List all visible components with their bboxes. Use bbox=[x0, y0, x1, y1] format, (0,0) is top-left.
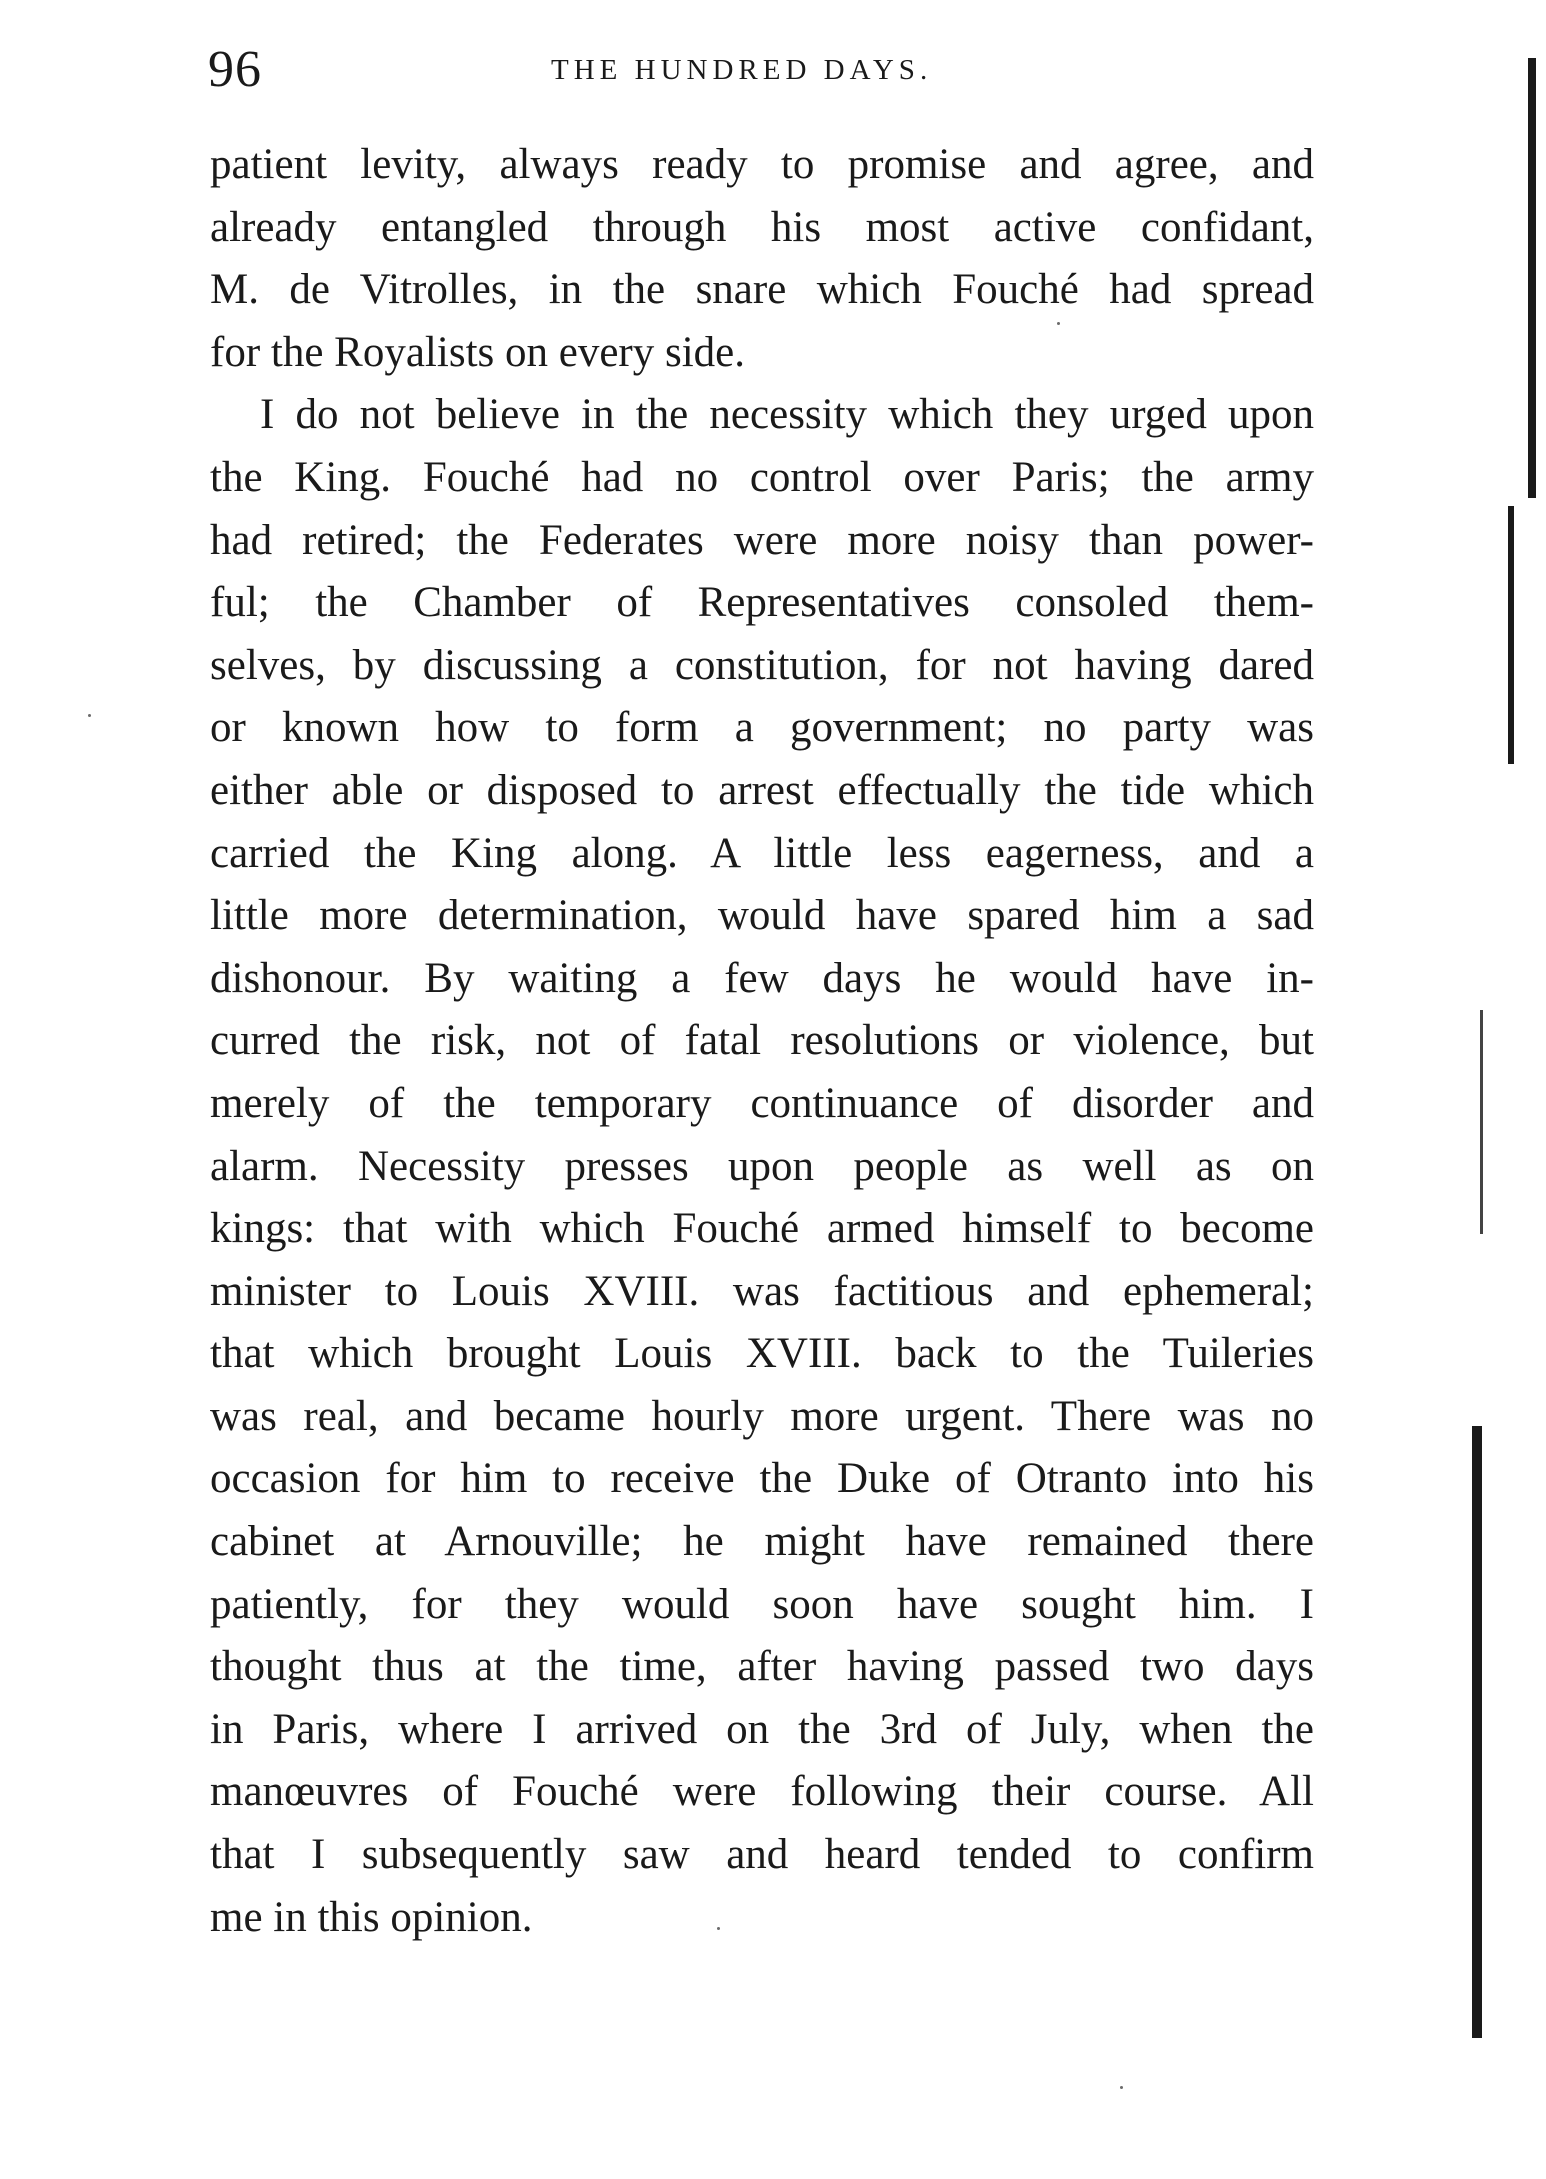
text-line: thought thus at the time, after having passed two days bbox=[210, 1643, 1314, 1691]
text-line: cabinet at Arnouville; he might have remained there bbox=[210, 1518, 1314, 1566]
text-line: occasion for him to receive the Duke of Otranto into his bbox=[210, 1455, 1314, 1503]
paragraph-2 bbox=[210, 384, 1314, 1949]
scan-edge-mark bbox=[1528, 58, 1536, 498]
scan-speck bbox=[1120, 2086, 1123, 2089]
text-line: carried the King along. A little less eagerness, and a bbox=[210, 829, 1314, 877]
running-title: THE HUNDRED DAYS. bbox=[551, 54, 933, 86]
paragraph-1 bbox=[210, 134, 1314, 384]
text-line: had retired; the Federates were more noisy than power- bbox=[210, 516, 1314, 564]
text-line: manœuvres of Fouché were following their course. All bbox=[210, 1768, 1314, 1816]
text-line: M. de Vitrolles, in the snare which Fouché had spread bbox=[210, 266, 1314, 314]
text-line: the King. Fouché had no control over Paris; the army bbox=[210, 453, 1314, 501]
text-line: either able or disposed to arrest effectually the tide which bbox=[210, 766, 1314, 814]
text-line: in Paris, where I arrived on the 3rd of July, when the bbox=[210, 1705, 1314, 1753]
running-head bbox=[208, 40, 1314, 100]
text-line: me in this opinion. bbox=[210, 1893, 533, 1941]
scan-speck bbox=[88, 714, 91, 717]
text-line: ful; the Chamber of Representatives consoled them- bbox=[210, 579, 1314, 627]
text-line: alarm. Necessity presses upon people as well as on bbox=[210, 1142, 1314, 1190]
text-line: minister to Louis XVIII. was factitious and ephemeral; bbox=[210, 1267, 1314, 1315]
scan-speck bbox=[717, 1927, 720, 1930]
text-line: that which brought Louis XVIII. back to the Tuileries bbox=[210, 1330, 1314, 1378]
text-line: merely of the temporary continuance of disorder and bbox=[210, 1079, 1314, 1127]
text-line: selves, by discussing a constitution, for not having dared bbox=[210, 641, 1314, 689]
scan-edge-mark bbox=[1472, 1426, 1482, 2038]
text-line: was real, and became hourly more urgent. There was no bbox=[210, 1392, 1314, 1440]
scan-edge-mark bbox=[1508, 506, 1514, 764]
text-line: I do not believe in the necessity which they urged upon bbox=[260, 391, 1314, 439]
text-line: patient levity, always ready to promise and agree, and bbox=[210, 141, 1314, 188]
text-line: dishonour. By waiting a few days he would have in- bbox=[210, 954, 1314, 1002]
text-line: already entangled through his most active confidant, bbox=[210, 203, 1314, 251]
text-line: or known how to form a government; no party was bbox=[210, 704, 1314, 752]
page-number: 96 bbox=[208, 41, 262, 98]
text-line: little more determination, would have spared him a sad bbox=[210, 892, 1314, 940]
scan-edge-mark bbox=[1480, 1010, 1483, 1234]
text-line: kings: that with which Fouché armed himself to become bbox=[210, 1205, 1314, 1253]
scan-speck bbox=[1057, 322, 1060, 325]
text-line: for the Royalists on every side. bbox=[210, 328, 746, 376]
text-line: that I subsequently saw and heard tended to confirm bbox=[210, 1831, 1314, 1879]
text-line: curred the risk, not of fatal resolutions or violence, but bbox=[210, 1017, 1314, 1065]
text-line: patiently, for they would soon have sought him. I bbox=[210, 1580, 1314, 1628]
body-text bbox=[210, 134, 1314, 1949]
